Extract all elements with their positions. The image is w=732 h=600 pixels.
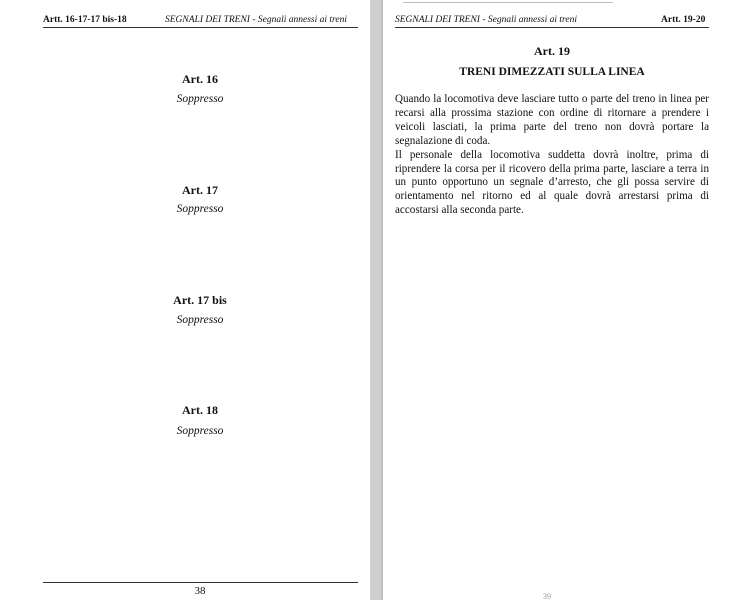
article-17-bis-status: Soppresso [176,314,224,326]
article-17-bis-title: Art. 17 bis [173,293,227,307]
article-18-title: Art. 18 [182,403,218,417]
page-number: 38 [194,585,206,597]
article-19-title: Art. 19 [534,44,570,58]
paragraph: Il personale della locomotiva suddetta dovrà inoltre, prima di riprendere la corsa per il ricovero della prima parte, lasciare a terra in un punto opportuno un segnale d’arresto, che gli possa servire di orientamento nel ritorno ed al quale dovrà arrestarsi prima di accostarsi alla seconda parte. [395,148,709,217]
article-19-subtitle: TRENI DIMEZZATI SULLA LINEA [459,66,645,78]
page-gutter [370,0,383,600]
article-16-status: Soppresso [176,93,224,105]
running-header-articles: Artt. 16-17-17 bis-18 [43,15,127,25]
running-header-section: SEGNALI DEI TRENI - Segnali annessi ai treni [395,15,577,25]
article-17-status: Soppresso [176,203,224,215]
previous-page-edge [403,0,613,3]
header-rule [395,27,709,28]
page-number-fragment: 39 [543,592,551,600]
running-header-section: SEGNALI DEI TRENI - Segnali annessi ai treni [165,15,347,25]
article-16-title: Art. 16 [182,72,218,86]
article-18-status: Soppresso [176,425,224,437]
running-header-articles: Artt. 19-20 [661,15,706,25]
right-page [383,0,732,600]
paragraph: Quando la locomotiva deve lasciare tutto o parte del treno in linea per recarsi alla prossima stazione con ordine di ritornare a prendere i veicoli lasciati, la prima parte del treno non dovrà portare la segnalazione di coda. [395,93,709,147]
article-19-body [395,93,709,218]
footer-rule [43,582,358,583]
article-17-title: Art. 17 [182,183,218,197]
header-rule [43,27,358,28]
